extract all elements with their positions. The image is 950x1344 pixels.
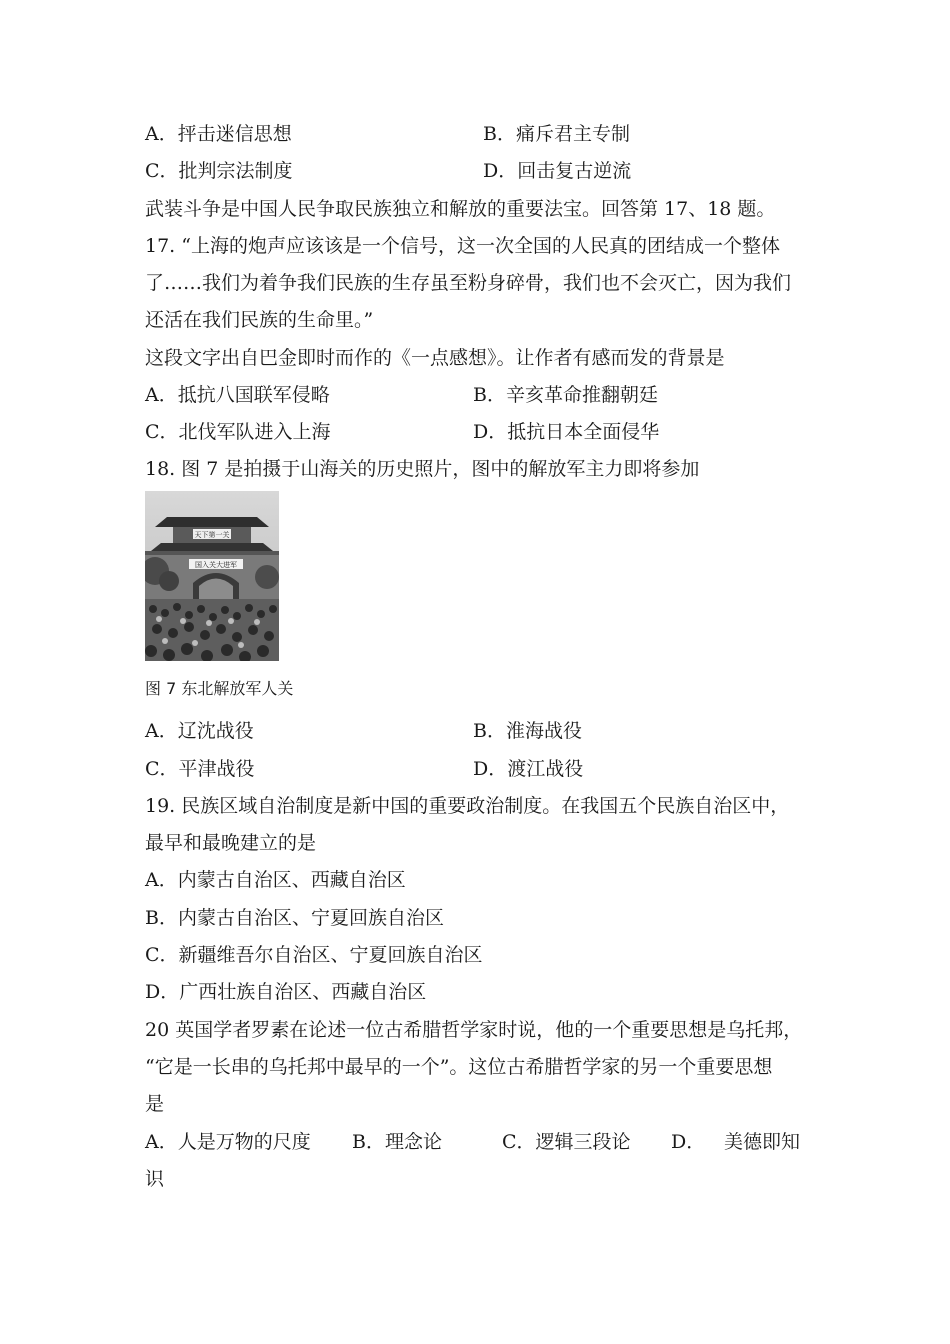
q20-stem-line1: 20 英国学者罗素在论述一位古希腊哲学家时说，他的一个重要思想是乌托邦， [145,1019,803,1041]
q17-stem-line4: 这段文字出自巴金即时而作的《一点感想》。让作者有感而发的背景是 [145,347,725,369]
q17-stem-line2: 了……我们为着争我们民族的生存虽至粉身碎骨，我们也不会灭亡，因为我们 [145,272,792,294]
photo-banner-text: 天下第一关 [194,531,230,539]
section-intro: 武装斗争是中国人民争取民族独立和解放的重要法宝。回答第 17、18 题。 [145,198,776,220]
q16-option-a: A．抨击迷信思想 [145,123,292,145]
q19-stem-line2: 最早和最晚建立的是 [145,832,317,854]
q20-option-a: A．人是万物的尺度 [145,1131,311,1153]
q17-option-d: D．抵抗日本全面侵华 [473,421,660,443]
q20-option-d-label: D． [671,1131,706,1153]
q18-stem: 18. 图 7 是拍摄于山海关的历史照片，图中的解放军主力即将参加 [145,458,700,480]
figure-caption: 图 7 东北解放军人关 [145,679,294,698]
q19-option-b: B．内蒙古自治区、宁夏回族自治区 [145,907,444,929]
q19-option-d: D．广西壮族自治区、西藏自治区 [145,981,427,1003]
q20-stem-line3: 是 [145,1093,165,1115]
q18-option-d: D．渡江战役 [473,758,584,780]
photo-gate-sign-text: 国入关大进军 [195,561,237,569]
q19-stem-line1: 19. 民族区域自治制度是新中国的重要政治制度。在我国五个民族自治区中， [145,795,790,817]
q20-stem-line2: “它是一长串的乌托邦中最早的一个”。这位古希腊哲学家的另一个重要思想 [145,1056,773,1078]
q16-option-c: C．批判宗法制度 [145,160,293,182]
historical-photo [145,491,279,661]
q18-option-a: A．辽沈战役 [145,720,254,742]
photo-shanhaiguan-illustration [145,491,279,661]
q20-option-c: C．逻辑三段论 [502,1131,631,1153]
q17-stem-line3: 还活在我们民族的生命里。” [145,309,374,331]
q16-option-d: D．回击复古逆流 [483,160,632,182]
q17-option-a: A．抵抗八国联军侵略 [145,384,330,406]
q18-option-c: C．平津战役 [145,758,255,780]
q19-option-c: C．新疆维吾尔自治区、宁夏回族自治区 [145,944,483,966]
q17-stem-line1: 17. “上海的炮声应该该是一个信号，这一次全国的人民真的团结成一个整体 [145,235,780,257]
q20-option-d-text: 美德即知 [724,1131,801,1153]
q17-option-b: B．辛亥革命推翻朝廷 [473,384,658,406]
q20-option-d-continuation: 识 [145,1168,165,1190]
q19-option-a: A．内蒙古自治区、西藏自治区 [145,869,406,891]
q16-option-b: B．痛斥君主专制 [483,123,630,145]
q17-option-c: C．北伐军队进入上海 [145,421,331,443]
q18-option-b: B．淮海战役 [473,720,582,742]
q20-option-b: B．理念论 [352,1131,442,1153]
